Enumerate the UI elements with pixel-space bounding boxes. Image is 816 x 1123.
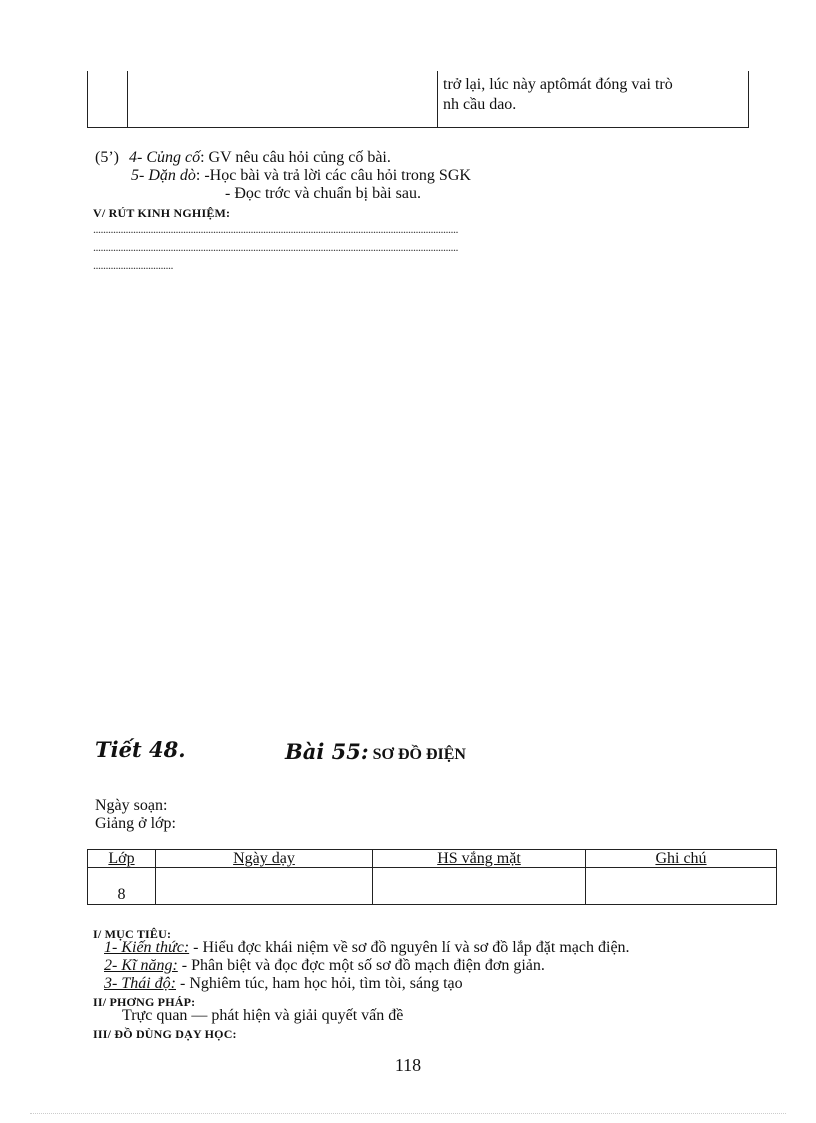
method-text: Trực quan — phát hiện và giải quyết vấn đề — [122, 1007, 404, 1024]
class-table — [87, 849, 777, 905]
cell-hs-vang-mat — [373, 868, 586, 905]
table-header-row — [88, 850, 777, 868]
cell-line: trở lại, lúc này aptômát đóng vai trò — [443, 76, 673, 93]
cell-ghi-chu — [586, 868, 777, 905]
cung-co-line — [95, 149, 391, 167]
table-divider — [127, 71, 128, 127]
page-number: 118 — [394, 1055, 422, 1075]
table-cell-text — [443, 75, 741, 115]
dotted-line: ................................ — [93, 258, 173, 272]
lesson-period: Tiết 48. — [95, 737, 186, 762]
dan-do-text: : -Học bài và trả lời các câu hỏi trong SGK — [195, 167, 471, 184]
ki-nang-text: - Phân biệt và đọc đợc một số sơ đồ mạch điện đơn giản. — [177, 957, 545, 974]
ki-nang-label: 2- Kĩ năng: — [104, 957, 178, 974]
footer-divider — [30, 1113, 786, 1114]
header-lop: Lớp — [88, 850, 156, 868]
thai-do-line — [104, 975, 463, 993]
kien-thuc-label: 1- Kiến thức: — [104, 939, 190, 956]
lesson-number: Bài 55: — [285, 739, 369, 764]
method-heading: II/ PHƠNG PHÁP: — [93, 995, 196, 1009]
dan-do-label: 5- Dặn dò — [131, 167, 196, 184]
header-ghi-chu: Ghi chú — [586, 850, 777, 868]
ki-nang-line — [104, 957, 545, 975]
thai-do-label: 3- Thái độ: — [104, 975, 176, 992]
time-label: (5’) — [95, 149, 119, 166]
objectives-heading: I/ MỤC TIÊU: — [93, 927, 172, 941]
thai-do-text: - Nghiêm túc, ham học hỏi, tìm tòi, sáng tạo — [176, 975, 463, 992]
tools-heading: III/ ĐỒ DÙNG DẠY HỌC: — [93, 1027, 237, 1041]
table-divider — [437, 71, 438, 127]
cell-lop: 8 — [88, 868, 156, 905]
header-hs-vang-mat: HS vắng mặt — [373, 850, 586, 868]
cung-co-text: : GV nêu câu hỏi củng cố bài. — [200, 149, 391, 166]
kien-thuc-line — [104, 939, 630, 957]
cung-co-label: 4- Củng cố — [128, 149, 201, 166]
cell-line: nh cầu dao. — [443, 96, 517, 113]
dan-do-line — [131, 167, 471, 185]
table-row — [88, 868, 777, 905]
dotted-line: .................................................................................................................................................. — [93, 222, 458, 236]
lesson-title: SƠ ĐỒ ĐIỆN — [368, 746, 466, 763]
giang-o-lop: Giảng ở lớp: — [95, 815, 176, 832]
ngay-soan: Ngày soạn: — [95, 797, 168, 814]
dotted-line: .................................................................................................................................................. — [93, 240, 458, 254]
kien-thuc-text: - Hiểu đợc khái niệm về sơ đồ nguyên lí và sơ đồ lắp đặt mạch điện. — [189, 939, 630, 956]
rut-kinh-nghiem-heading: V/ RÚT KINH NGHIỆM: — [93, 206, 231, 220]
dan-do-line-2: - Đọc trớc và chuẩn bị bài sau. — [225, 185, 421, 202]
cell-ngay-day — [156, 868, 373, 905]
header-ngay-day: Ngày dạy — [156, 850, 373, 868]
lesson-heading — [285, 739, 466, 764]
